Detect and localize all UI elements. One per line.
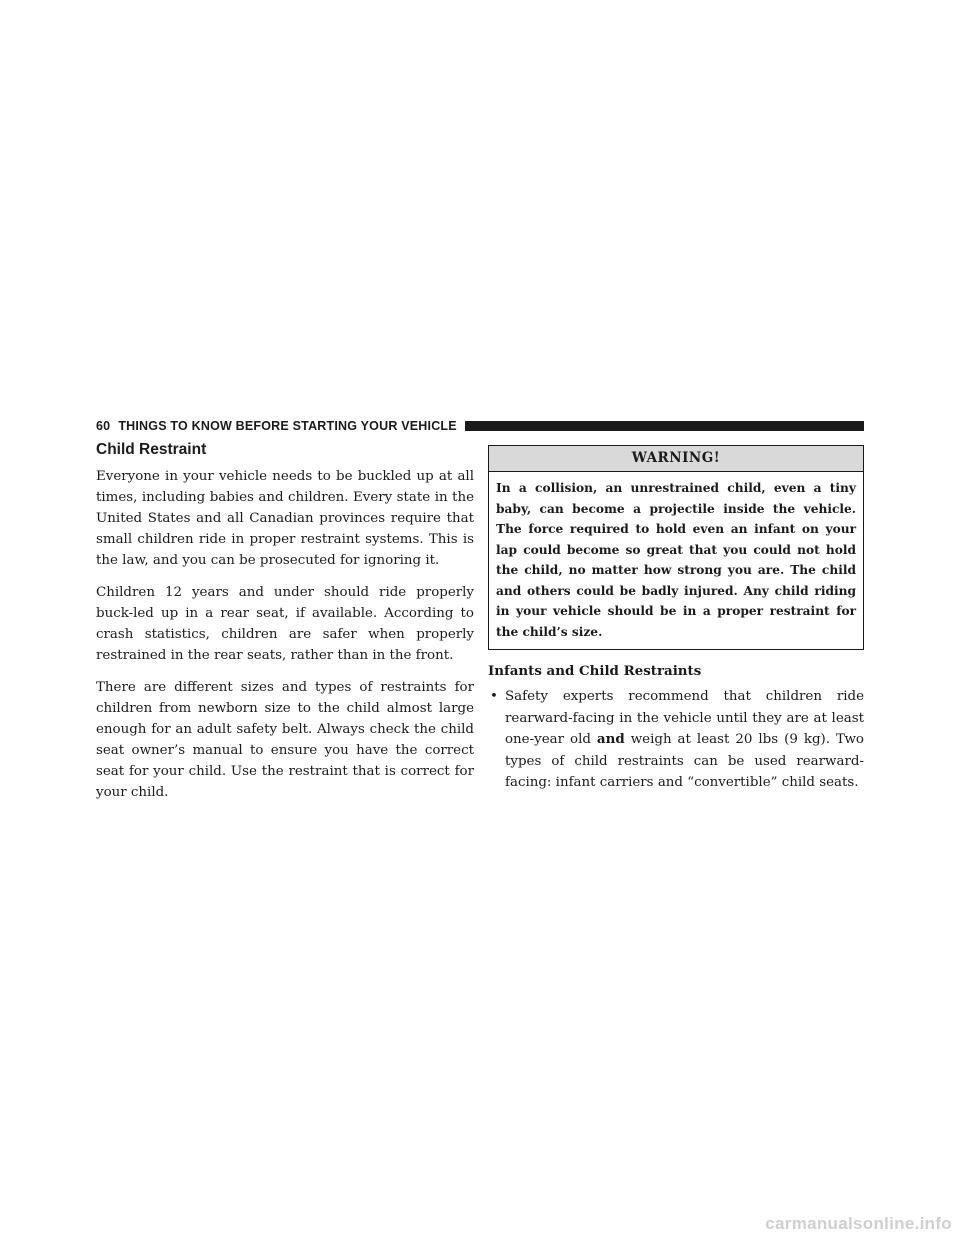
- chapter-title: THINGS TO KNOW BEFORE STARTING YOUR VEHICLE: [118, 419, 457, 433]
- warning-box: [488, 445, 864, 650]
- left-column: [96, 440, 474, 814]
- subheading-infants: Infants and Child Restraints: [488, 663, 702, 679]
- bullet-text-emphasis: and: [596, 731, 625, 747]
- bullet-icon: •: [490, 689, 498, 704]
- bullet-text-before: Safety experts recommend that children ride rearward-facing in the vehicle until they are at least one-year old: [505, 689, 864, 747]
- right-column: [488, 445, 864, 794]
- list-item: [488, 686, 864, 794]
- header-rule: [465, 421, 864, 431]
- bullet-list: [488, 686, 864, 794]
- paragraph-restraint-types: There are different sizes and types of restraints for children from newborn size to the child almost large enough for an adult safety belt. Always check the child seat owner’s manual to ensure you have the correct seat for your child. Use the restraint that is correct for your child.: [96, 680, 474, 800]
- bullet-text-after: weigh at least 20 lbs (9 kg). Two types of child restraints can be used rearward-facing: infant carriers and “convertible” child seats.: [505, 732, 864, 790]
- running-header: [96, 418, 864, 434]
- paragraph-rear-seat: Children 12 years and under should ride properly buck-led up in a rear seat, if available. According to crash statistics, children are safer when properly restrained in the rear seats, rather than in the front.: [96, 585, 474, 663]
- section-heading: Child Restraint: [96, 441, 207, 458]
- warning-text: In a collision, an unrestrained child, even a tiny baby, can become a projectile inside the vehicle. The force required to hold even an infant on your lap could become so great that you could not hold the child, no matter how strong you are. The child and others could be badly injured. Any child riding in your vehicle should be in a proper restraint for the child’s size.: [496, 481, 856, 639]
- paragraph-buckle-up: Everyone in your vehicle needs to be buckled up at all times, including babies and children. Every state in the United States and all Canadian provinces require that small children ride in proper restraint systems. This is the law, and you can be prosecuted for ignoring it.: [96, 469, 474, 568]
- site-watermark: carmanualsonline.info: [765, 1214, 952, 1233]
- page-number: 60: [96, 419, 111, 433]
- warning-title: WARNING!: [489, 446, 863, 472]
